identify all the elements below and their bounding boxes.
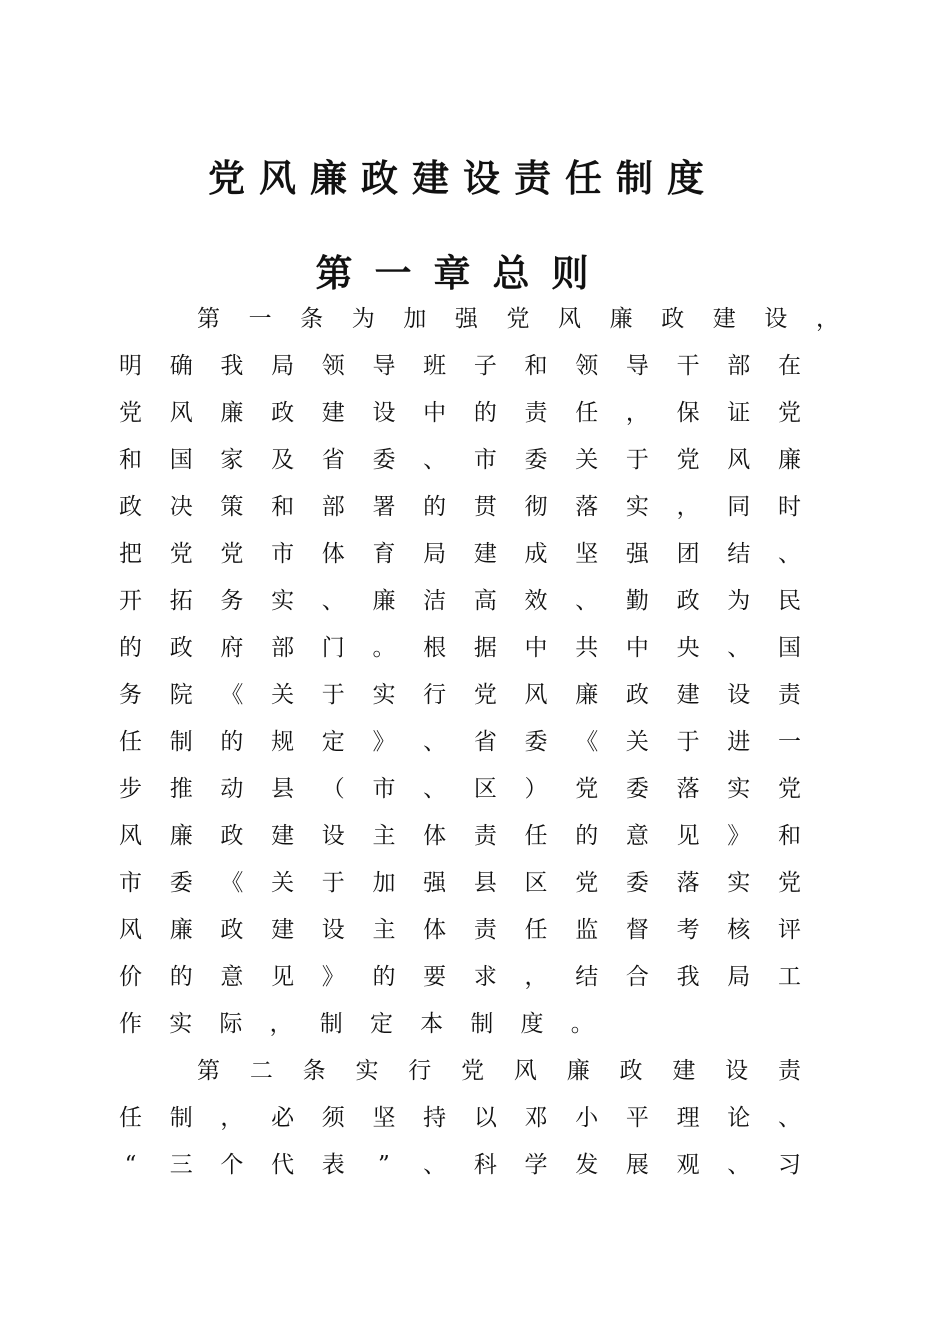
text-line: 把 党 党 市 体 育 局 建 成 坚 强 团 结 、 [119,541,801,567]
text-line: 风 廉 政 建 设 主 体 责 任 的 意 见 》 和 [119,823,801,849]
text-line: 第 一 条 为 加 强 党 风 廉 政 建 设 ， [197,306,839,332]
text-line: 明 确 我 局 领 导 班 子 和 领 导 干 部 在 [119,353,801,379]
text-line: 第 二 条 实 行 党 风 廉 政 建 设 责 [197,1058,801,1084]
chapter-heading: 第一章总则 [315,251,611,295]
text-line: “ 三 个 代 表 ” 、 科 学 发 展 观 、 习 [124,1152,801,1178]
text-line: 开 拓 务 实 、 廉 洁 高 效 、 勤 政 为 民 [119,588,801,614]
text-line: 价 的 意 见 》 的 要 求 ， 结 合 我 局 工 [119,964,801,990]
text-line: 任 制 ， 必 须 坚 持 以 邓 小 平 理 论 、 [119,1105,801,1131]
text-line: 任 制 的 规 定 》 、 省 委 《 关 于 进 一 [119,729,801,755]
text-line: 作 实 际 ， 制 定 本 制 度 。 [119,1011,594,1037]
text-line: 步 推 动 县 （ 市 、 区 ） 党 委 落 实 党 [119,776,801,802]
document-title: 党风廉政建设责任制度 [208,156,718,200]
text-line: 风 廉 政 建 设 主 体 责 任 监 督 考 核 评 [119,917,801,943]
text-line: 党 风 廉 政 建 设 中 的 责 任 ， 保 证 党 [119,400,801,426]
text-line: 市 委 《 关 于 加 强 县 区 党 委 落 实 党 [119,870,801,896]
text-line: 政 决 策 和 部 署 的 贯 彻 落 实 ， 同 时 [119,494,801,520]
text-line: 和 国 家 及 省 委 、 市 委 关 于 党 风 廉 [119,447,801,473]
text-line: 的 政 府 部 门 。 根 据 中 共 中 央 、 国 [119,635,801,661]
text-line: 务 院 《 关 于 实 行 党 风 廉 政 建 设 责 [119,682,801,708]
